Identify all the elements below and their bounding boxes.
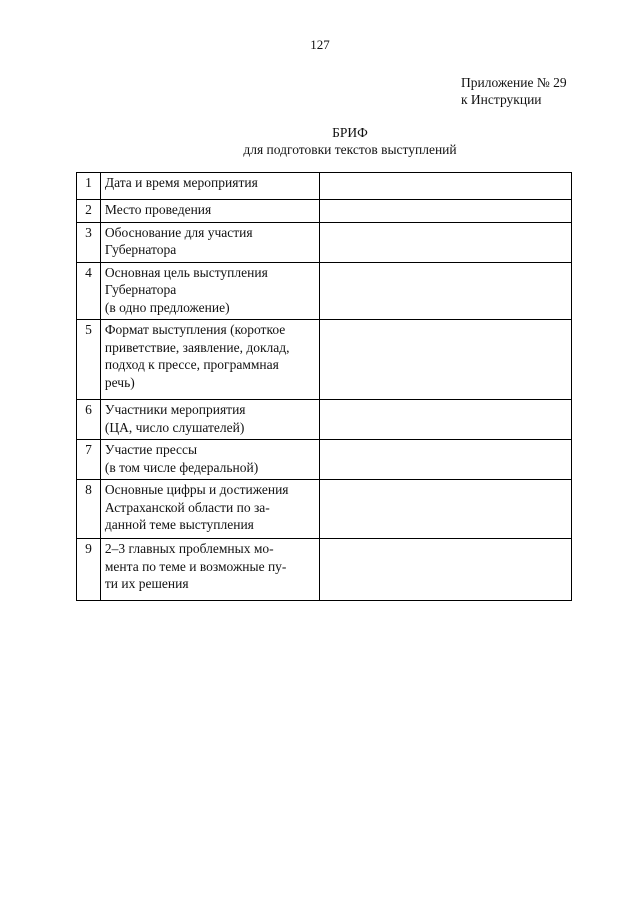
row-number: 6 — [77, 400, 101, 440]
row-label-line: Место проведения — [104, 202, 212, 217]
row-label-line: Губернатора — [104, 282, 177, 297]
brief-table — [76, 172, 572, 601]
row-label-line: (в том числе федеральной) — [104, 459, 259, 475]
row-label-line: 2–3 главных проблемных мо- — [104, 541, 274, 556]
row-label-line: речь) — [104, 374, 135, 390]
row-value-field[interactable] — [320, 173, 572, 200]
row-value-field[interactable] — [320, 320, 572, 400]
row-label — [100, 480, 319, 539]
document-title: БРИФ — [332, 125, 368, 140]
table-row — [77, 262, 572, 320]
page-number: 127 — [310, 37, 330, 52]
row-number: 5 — [77, 320, 101, 400]
appendix-instruction: к Инструкции — [461, 92, 542, 107]
row-label — [100, 400, 319, 440]
row-value-field[interactable] — [320, 200, 572, 223]
row-number: 4 — [77, 262, 101, 320]
row-label-line: Формат выступления (короткое — [104, 322, 286, 337]
row-number: 3 — [77, 222, 101, 262]
row-label-line: мента по теме и возможные пу- — [104, 558, 287, 574]
table-row — [77, 440, 572, 480]
row-number: 9 — [77, 539, 101, 601]
row-value-field[interactable] — [320, 400, 572, 440]
row-value-field[interactable] — [320, 222, 572, 262]
row-label — [100, 173, 319, 200]
table-row — [77, 200, 572, 223]
row-label-line: (ЦА, число слушателей) — [104, 419, 245, 435]
table-row — [77, 539, 572, 601]
document-subtitle: для подготовки текстов выступлений — [243, 142, 457, 157]
row-number: 2 — [77, 200, 101, 223]
table-row — [77, 222, 572, 262]
row-label-line: ти их решения — [104, 576, 189, 591]
row-label-line: Участие прессы — [104, 442, 198, 457]
row-label-line: Основная цель выступления — [104, 264, 268, 280]
row-label-line: Дата и время мероприятия — [104, 175, 258, 190]
row-number: 1 — [77, 173, 101, 200]
row-label — [100, 320, 319, 400]
appendix-number: Приложение № 29 — [461, 75, 567, 90]
row-label-line: приветствие, заявление, доклад, — [104, 339, 290, 355]
table-row — [77, 480, 572, 539]
table-row — [77, 173, 572, 200]
row-label — [100, 262, 319, 320]
row-label-line: данной теме выступления — [104, 517, 254, 532]
row-number: 8 — [77, 480, 101, 539]
appendix-reference — [461, 74, 567, 108]
row-value-field[interactable] — [320, 262, 572, 320]
row-label — [100, 222, 319, 262]
row-label — [100, 200, 319, 223]
row-value-field[interactable] — [320, 480, 572, 539]
table-row — [77, 400, 572, 440]
row-label-line: (в одно предложение) — [104, 299, 230, 315]
row-label-line: Астраханской области по за- — [104, 499, 270, 515]
row-label-line: Основные цифры и достижения — [104, 482, 289, 497]
row-label — [100, 539, 319, 601]
row-label-line: подход к прессе, программная — [104, 357, 279, 372]
row-value-field[interactable] — [320, 539, 572, 601]
row-label-line: Участники мероприятия — [104, 402, 246, 417]
row-label — [100, 440, 319, 480]
row-label-line: Обоснование для участия — [104, 224, 253, 240]
row-value-field[interactable] — [320, 440, 572, 480]
row-number: 7 — [77, 440, 101, 480]
row-label-line: Губернатора — [104, 242, 177, 257]
table-row — [77, 320, 572, 400]
